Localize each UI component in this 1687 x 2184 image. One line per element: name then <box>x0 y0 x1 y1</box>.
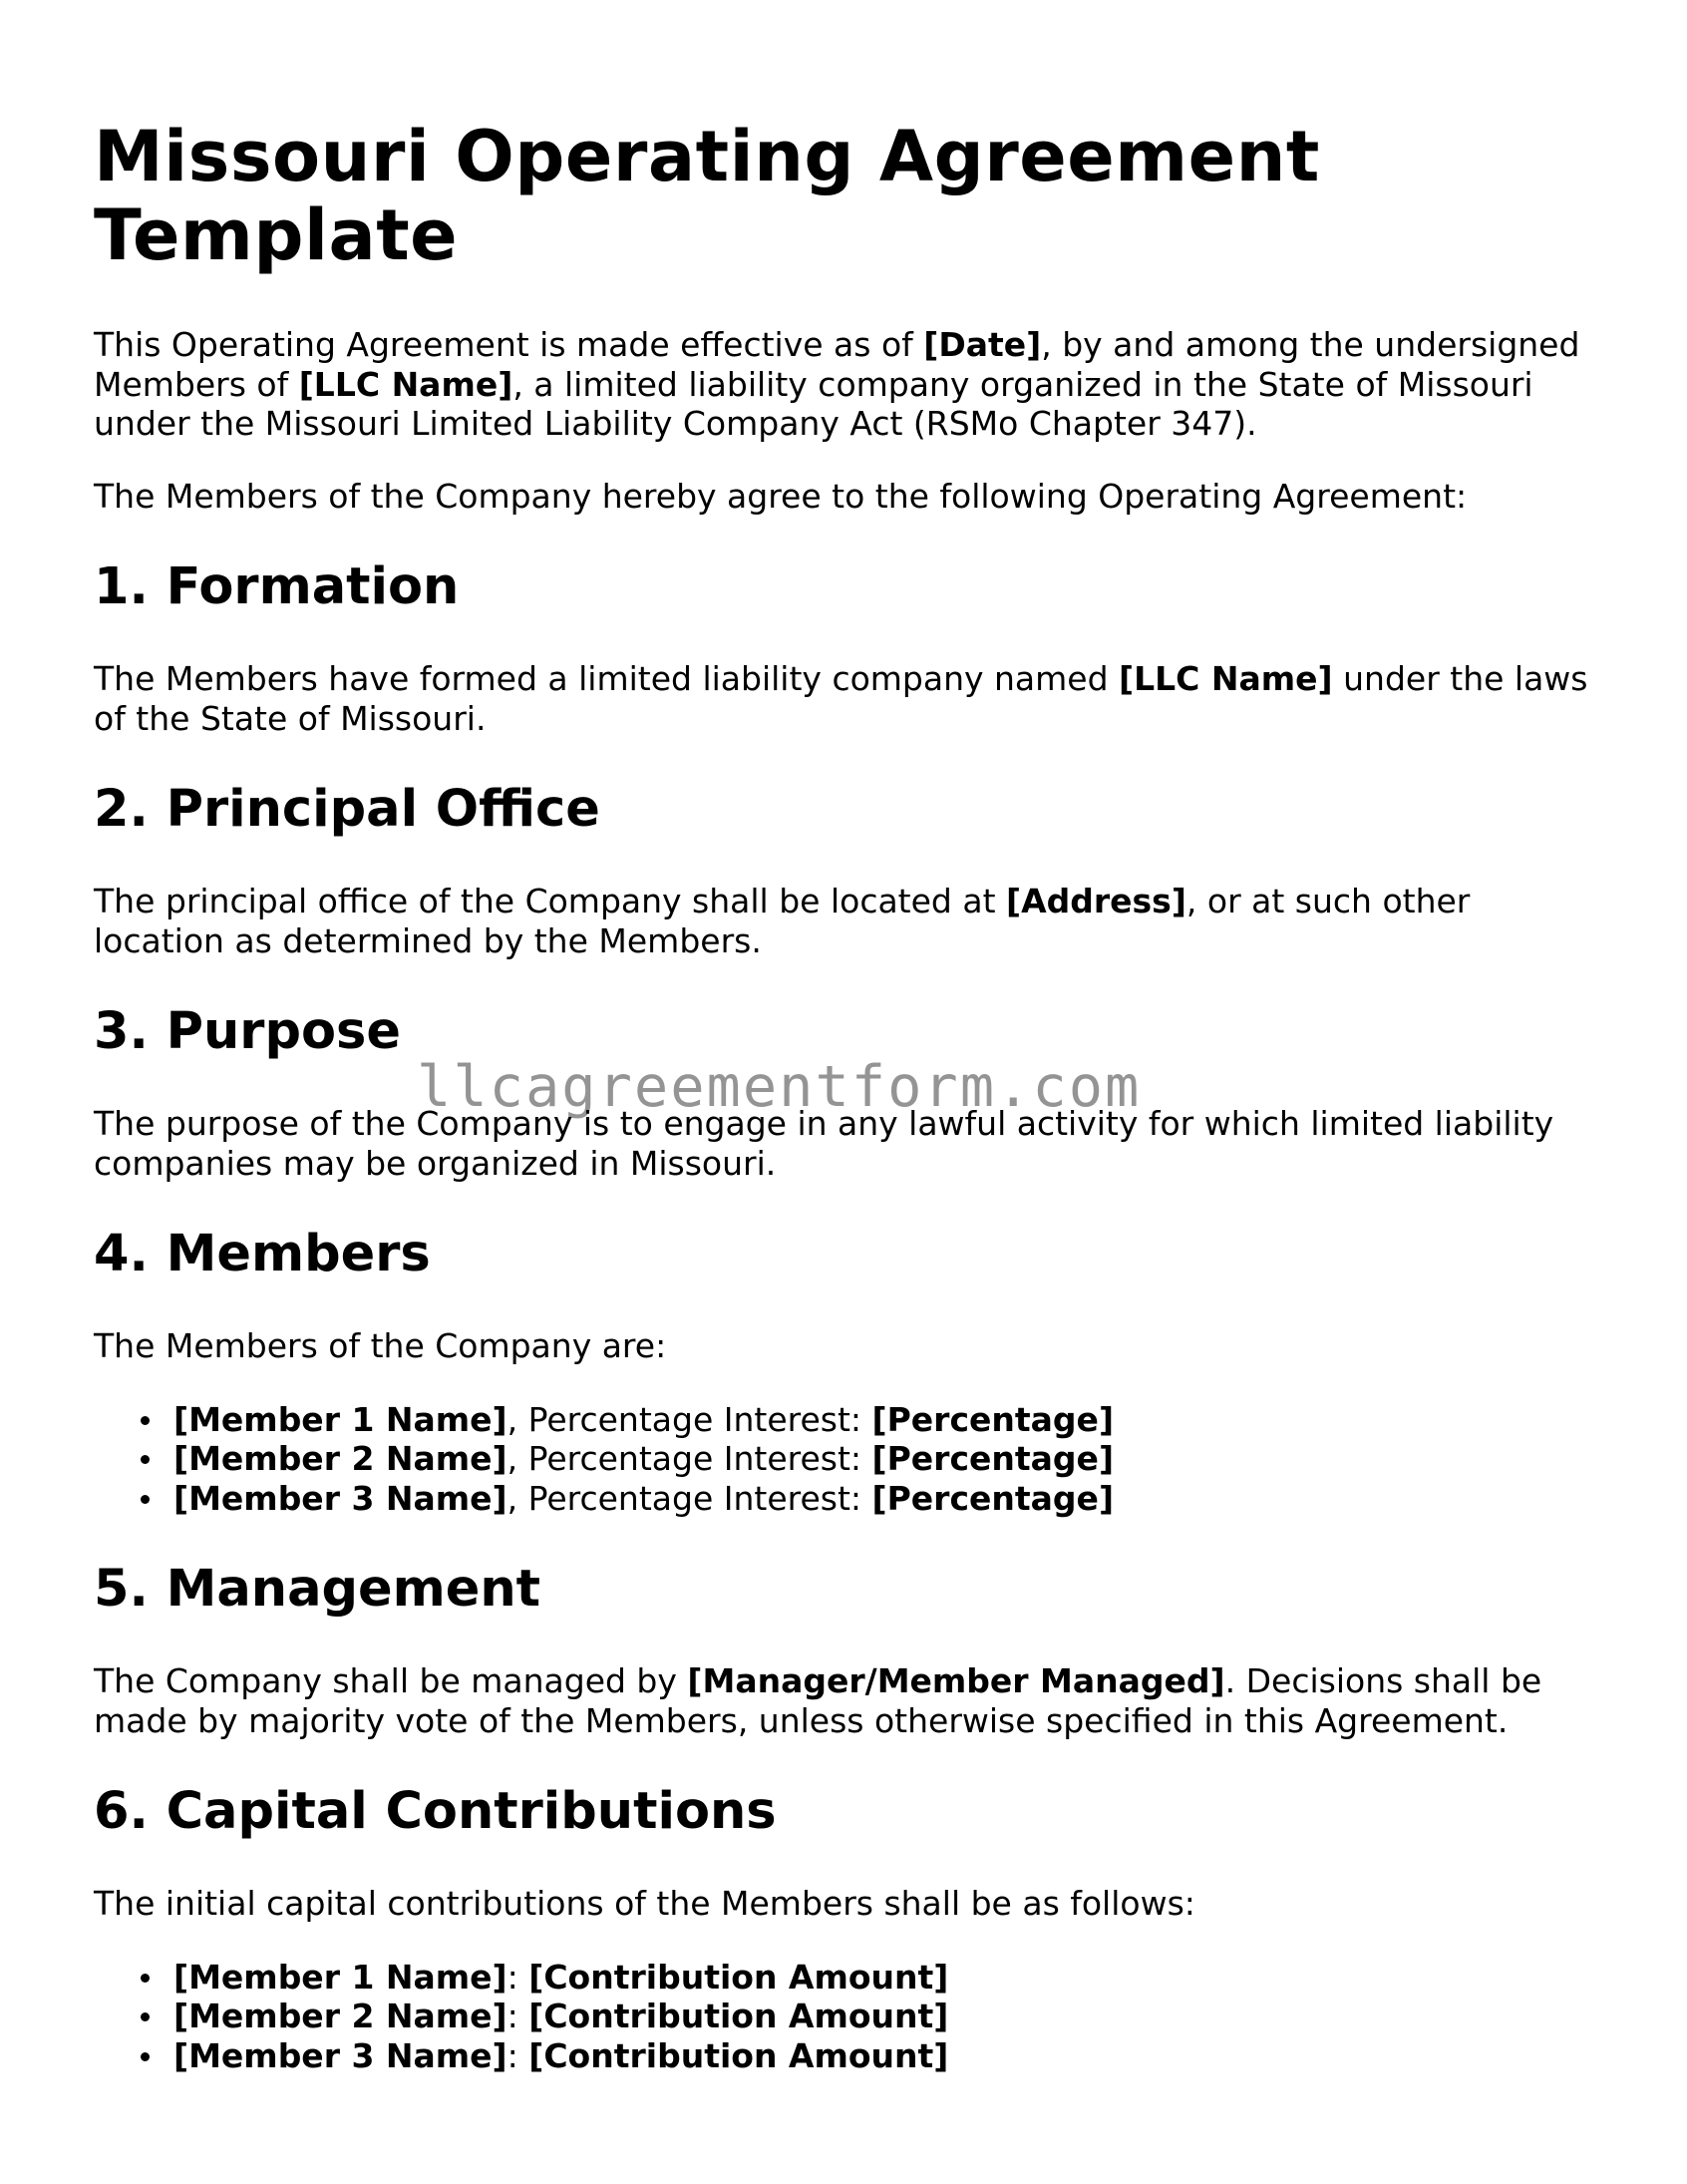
section-management <box>94 1560 1609 1740</box>
list-item: [Member 1 Name], Percentage Interest: [Percentage] <box>173 1400 1609 1440</box>
member-name-placeholder: [Member 2 Name] <box>173 1439 507 1478</box>
percentage-placeholder: [Percentage] <box>871 1399 1115 1439</box>
section-formation <box>94 557 1609 738</box>
section-heading: 4. Members <box>94 1225 431 1283</box>
contributions-list <box>94 1958 1609 2076</box>
section-heading: 3. Purpose <box>94 1002 401 1061</box>
date-placeholder: [Date] <box>923 325 1042 364</box>
contribution-placeholder: [Contribution Amount] <box>528 1997 949 2035</box>
section-text: The initial capital contributions of the Members shall be as follows: <box>94 1884 1195 1923</box>
member-name-placeholder: [Member 2 Name] <box>173 1997 507 2035</box>
agreement-intro-paragraph: The Members of the Company hereby agree to the following Operating Agreement: <box>94 476 1468 516</box>
list-item: [Member 2 Name]: [Contribution Amount] <box>173 1997 1609 2036</box>
section-heading: 6. Capital Contributions <box>94 1782 777 1841</box>
watermark: llcagreementform.com <box>417 1054 1142 1120</box>
section-members <box>94 1225 1609 1518</box>
list-item: [Member 3 Name]: [Contribution Amount] <box>173 2036 1609 2076</box>
section-text: The Members of the Company are: <box>94 1326 667 1365</box>
section-principal-office <box>94 780 1609 960</box>
member-name-placeholder: [Member 3 Name] <box>173 1478 507 1518</box>
llc-name-placeholder: [LLC Name] <box>1119 659 1333 698</box>
members-list <box>94 1400 1609 1519</box>
member-name-placeholder: [Member 3 Name] <box>173 2035 507 2075</box>
list-item: [Member 2 Name], Percentage Interest: [Percentage] <box>173 1439 1609 1479</box>
intro-paragraph: This Operating Agreement is made effective as of [Date], by and among the undersigned Members of [LLC Name], a limited liability company organized in the State of Missouri under the Missouri Limited Liability Company Act (RSMo Chapter 347). <box>94 325 1580 443</box>
section-purpose <box>94 1002 1609 1183</box>
document-title: Missouri Operating Agreement Template <box>94 116 1320 276</box>
member-name-placeholder: [Member 1 Name] <box>173 1399 507 1439</box>
percentage-placeholder: [Percentage] <box>871 1478 1115 1518</box>
section-capital-contributions <box>94 1782 1609 2075</box>
list-item: [Member 1 Name]: [Contribution Amount] <box>173 1958 1609 1998</box>
section-heading: 2. Principal Office <box>94 780 600 839</box>
member-name-placeholder: [Member 1 Name] <box>173 1957 507 1997</box>
section-heading: 5. Management <box>94 1560 541 1619</box>
contribution-placeholder: [Contribution Amount] <box>528 1957 949 1997</box>
llc-name-placeholder: [LLC Name] <box>298 364 513 404</box>
section-text: The principal office of the Company shall be located at [Address], or at such other location as determined by the Members. <box>94 882 1471 960</box>
management-type-placeholder: [Manager/Member Managed] <box>687 1661 1225 1700</box>
section-text: The purpose of the Company is to engage in any lawful activity for which limited liability companies may be organized in Missouri. <box>94 1104 1554 1183</box>
document-page <box>94 118 1609 2117</box>
address-placeholder: [Address] <box>1006 882 1186 920</box>
percentage-placeholder: [Percentage] <box>871 1439 1115 1478</box>
section-heading: 1. Formation <box>94 557 460 616</box>
section-text: The Members have formed a limited liability company named [LLC Name] under the laws of the State of Missouri. <box>94 659 1588 738</box>
contribution-placeholder: [Contribution Amount] <box>528 2035 949 2075</box>
section-text: The Company shall be managed by [Manager/Member Managed]. Decisions shall be made by majority vote of the Members, unless otherwise specified in this Agreement. <box>94 1661 1542 1740</box>
list-item: [Member 3 Name], Percentage Interest: [Percentage] <box>173 1479 1609 1519</box>
